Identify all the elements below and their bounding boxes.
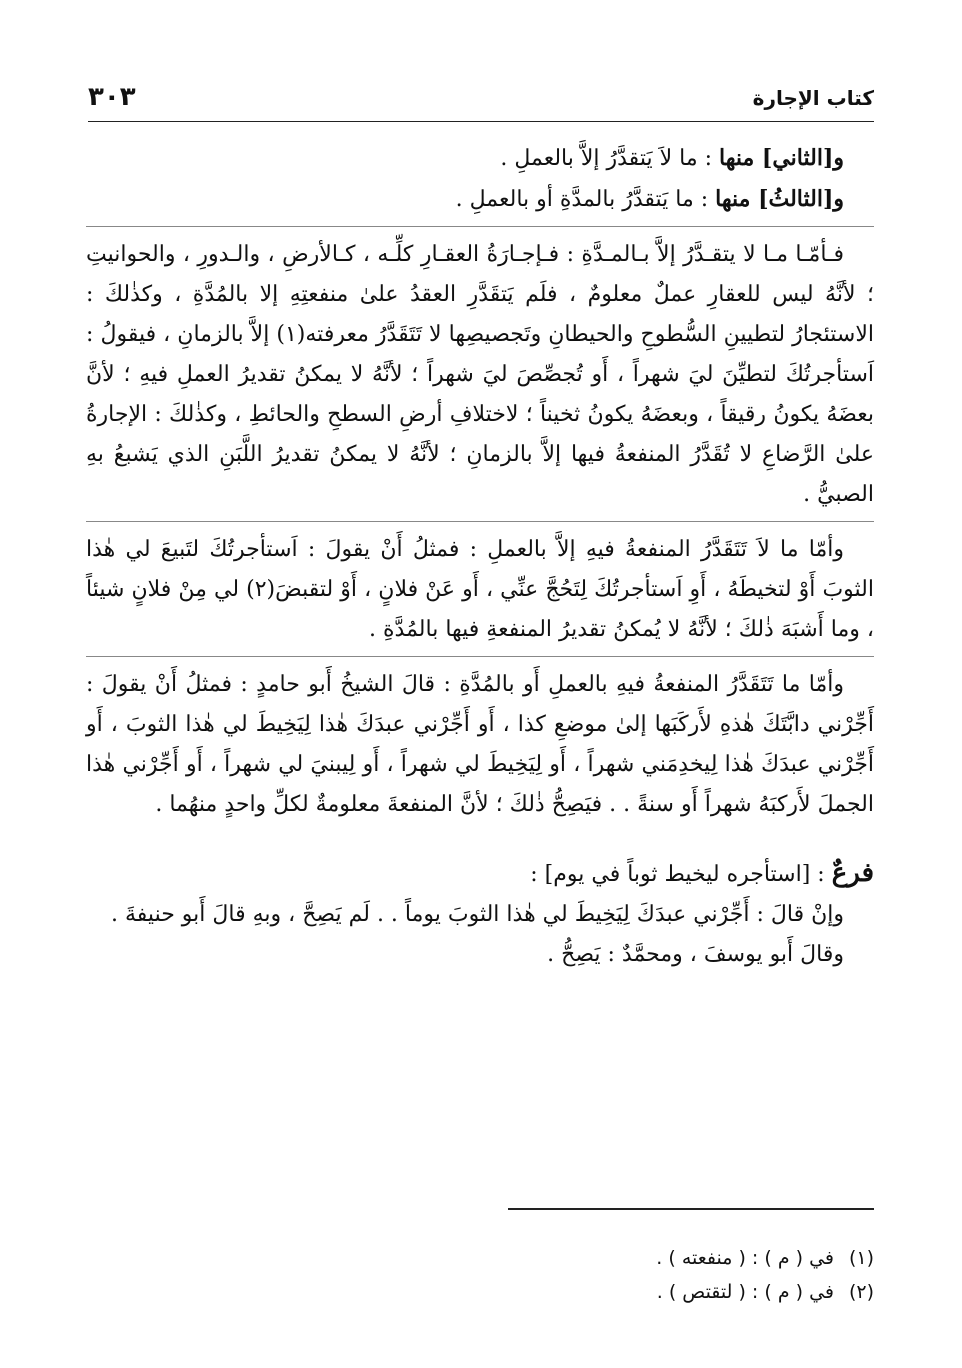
paragraph-work-only: وأمّا ما لاَ تَتَقَدَّرُ المنفعةُ فيهِ إلاَّ بالعملِ : فمثلُ أَنْ يقولَ : اَستأجرتُكَ لتَبيعَ لي هٰذا الثوبَ أَوْ لتخيطَهُ ، أَوِ اَستأجرتُكَ لِتَحُجَّ عنِّي ، أَو عَنْ فلانٍ ، أَوْ لتقبضَ(٢) لي مِنْ فلانٍ شيئاً ، وما أَشبَهَ ذٰلكَ ؛ لأنَّهُ لا يُمكنُ تقديرُ المنفعةِ فيها بالمُدَّةِ . bbox=[86, 537, 874, 642]
chapter-title: كتاب الإجارة bbox=[752, 86, 874, 110]
paragraph-second-type bbox=[86, 138, 874, 179]
paragraph-separator bbox=[86, 521, 874, 522]
paragraph-branch-opinion: وقالَ أَبو يوسفَ ، ومحمَّدٌ : يَصِحُّ . bbox=[547, 942, 844, 967]
footnote-text: في ( م ) : ( لتقتص ) . bbox=[656, 1281, 834, 1303]
page-header bbox=[88, 82, 874, 122]
paragraph-separator bbox=[86, 656, 874, 657]
paragraph-duration-only: فـأمّـا مـا لا يتقـدَّرُ إلاَّ بـالمـدَّةِ : فـإجـارَةُ العقـارِ كلِّـه ، كـالأرضِ ، والـدورِ ، والحوانيتِ ؛ لأنَّهُ ليس للعقارِ عملٌ معلومٌ ، فلَم يَتقَدَّرِ العقدُ علىٰ منفعتِهِ إلا بالمُدَّةِ ، وكذٰلكَ : الاستئجارُ لتطيينِ السُّطوحِ والحيطانِ وتَجصيصِها لا تَتَقَدَّرُ معرفته(١) إلاَّ بالزمانِ ، فيقولُ : اَستأجرتُكَ لتطيِّنَ ليَ شهراً ، أَو تُجصِّصَ ليَ شهراً ؛ لأنَّهُ لا يمكنُ تقديرُ العملِ فيهِ ؛ لأنَّ بعضَهُ يكونُ رقيقاً ، وبعضَهُ يكونُ ثخيناً ؛ لاختلافِ أرضِ السطحِ والحائطِ ، وكذٰلكَ : الإجارةُ علىٰ الرَّضاعِ لا تُقَدَّرُ المنفعةُ فيها إلاَّ بالزمانِ ؛ لأنَّهُ لا يمكنُ تقديرُ اللَّبَنِ الذي يَشبعُ بهِ الصبيُّ . bbox=[86, 242, 874, 507]
branch-label: فرعٌ bbox=[831, 858, 874, 888]
paragraph-work-or-duration: وأمّا ما تَتَقَدَّرُ المنفعةُ فيهِ بالعملِ أَو بالمُدَّةِ : قالَ الشيخُ أَبو حامدٍ : فمثلُ أَنْ يقولَ : أَجِّرْني دابَّتَكَ هٰذهِ لأَركَبَها إلىٰ موضعِ كذا ، أَو أَجِّرْني عبدَكَ هٰذا لِيَخِيطَ لي هٰذا الثوبَ ، أَو أَجِّرْني عبدَكَ هٰذا لِيخدِمَني شهراً ، أَو لِيَخِيطَ لي شهراً ، أَو لِيبنيَ لي شهراً ، أَو أَجِّرْني هٰذا الجملَ لأَركبَهُ شهراً أَو سنةً . . فيَصِحُّ ذٰلكَ ؛ لأنَّ المنفعةَ معلومةٌ لكلِّ واحدٍ منهُما . bbox=[86, 672, 874, 817]
section-gap bbox=[86, 825, 874, 853]
third-type-label: و[الثالثُ] منها bbox=[715, 186, 844, 212]
footnote-number: (٢) bbox=[848, 1281, 874, 1303]
footnote-number: (١) bbox=[848, 1247, 874, 1269]
paragraph-branch-ruling: وإنْ قالَ : أَجِّرْني عبدَكَ لِيَخِيطَ لي هٰذا الثوبَ يوماً . . لَم يَصِحَّ ، وبهِ قالَ أَبو حنيفةَ . bbox=[111, 902, 844, 927]
branch-heading-text: : [استأجره ليخيط ثوباً في يوم] : bbox=[530, 862, 832, 887]
main-text bbox=[86, 138, 874, 975]
footnote-1 bbox=[656, 1244, 874, 1272]
branch-heading bbox=[86, 853, 874, 895]
paragraph-separator bbox=[86, 226, 874, 227]
header-rule bbox=[88, 121, 874, 122]
second-type-text: : ما لاَ يَتقدَّرُ إلاَّ بالعملِ . bbox=[500, 146, 719, 171]
second-type-label: و[الثاني] منها bbox=[719, 145, 844, 171]
third-type-text: : ما يَتقدَّرُ بالمدَّةِ أو بالعملِ . bbox=[455, 187, 716, 212]
page-number: ٣٠٣ bbox=[88, 82, 136, 112]
footnote-2 bbox=[657, 1278, 874, 1306]
footnote-text: في ( م ) : ( منفعته ) . bbox=[656, 1247, 834, 1269]
paragraph-third-type bbox=[86, 179, 874, 220]
footnote-rule bbox=[508, 1208, 874, 1210]
